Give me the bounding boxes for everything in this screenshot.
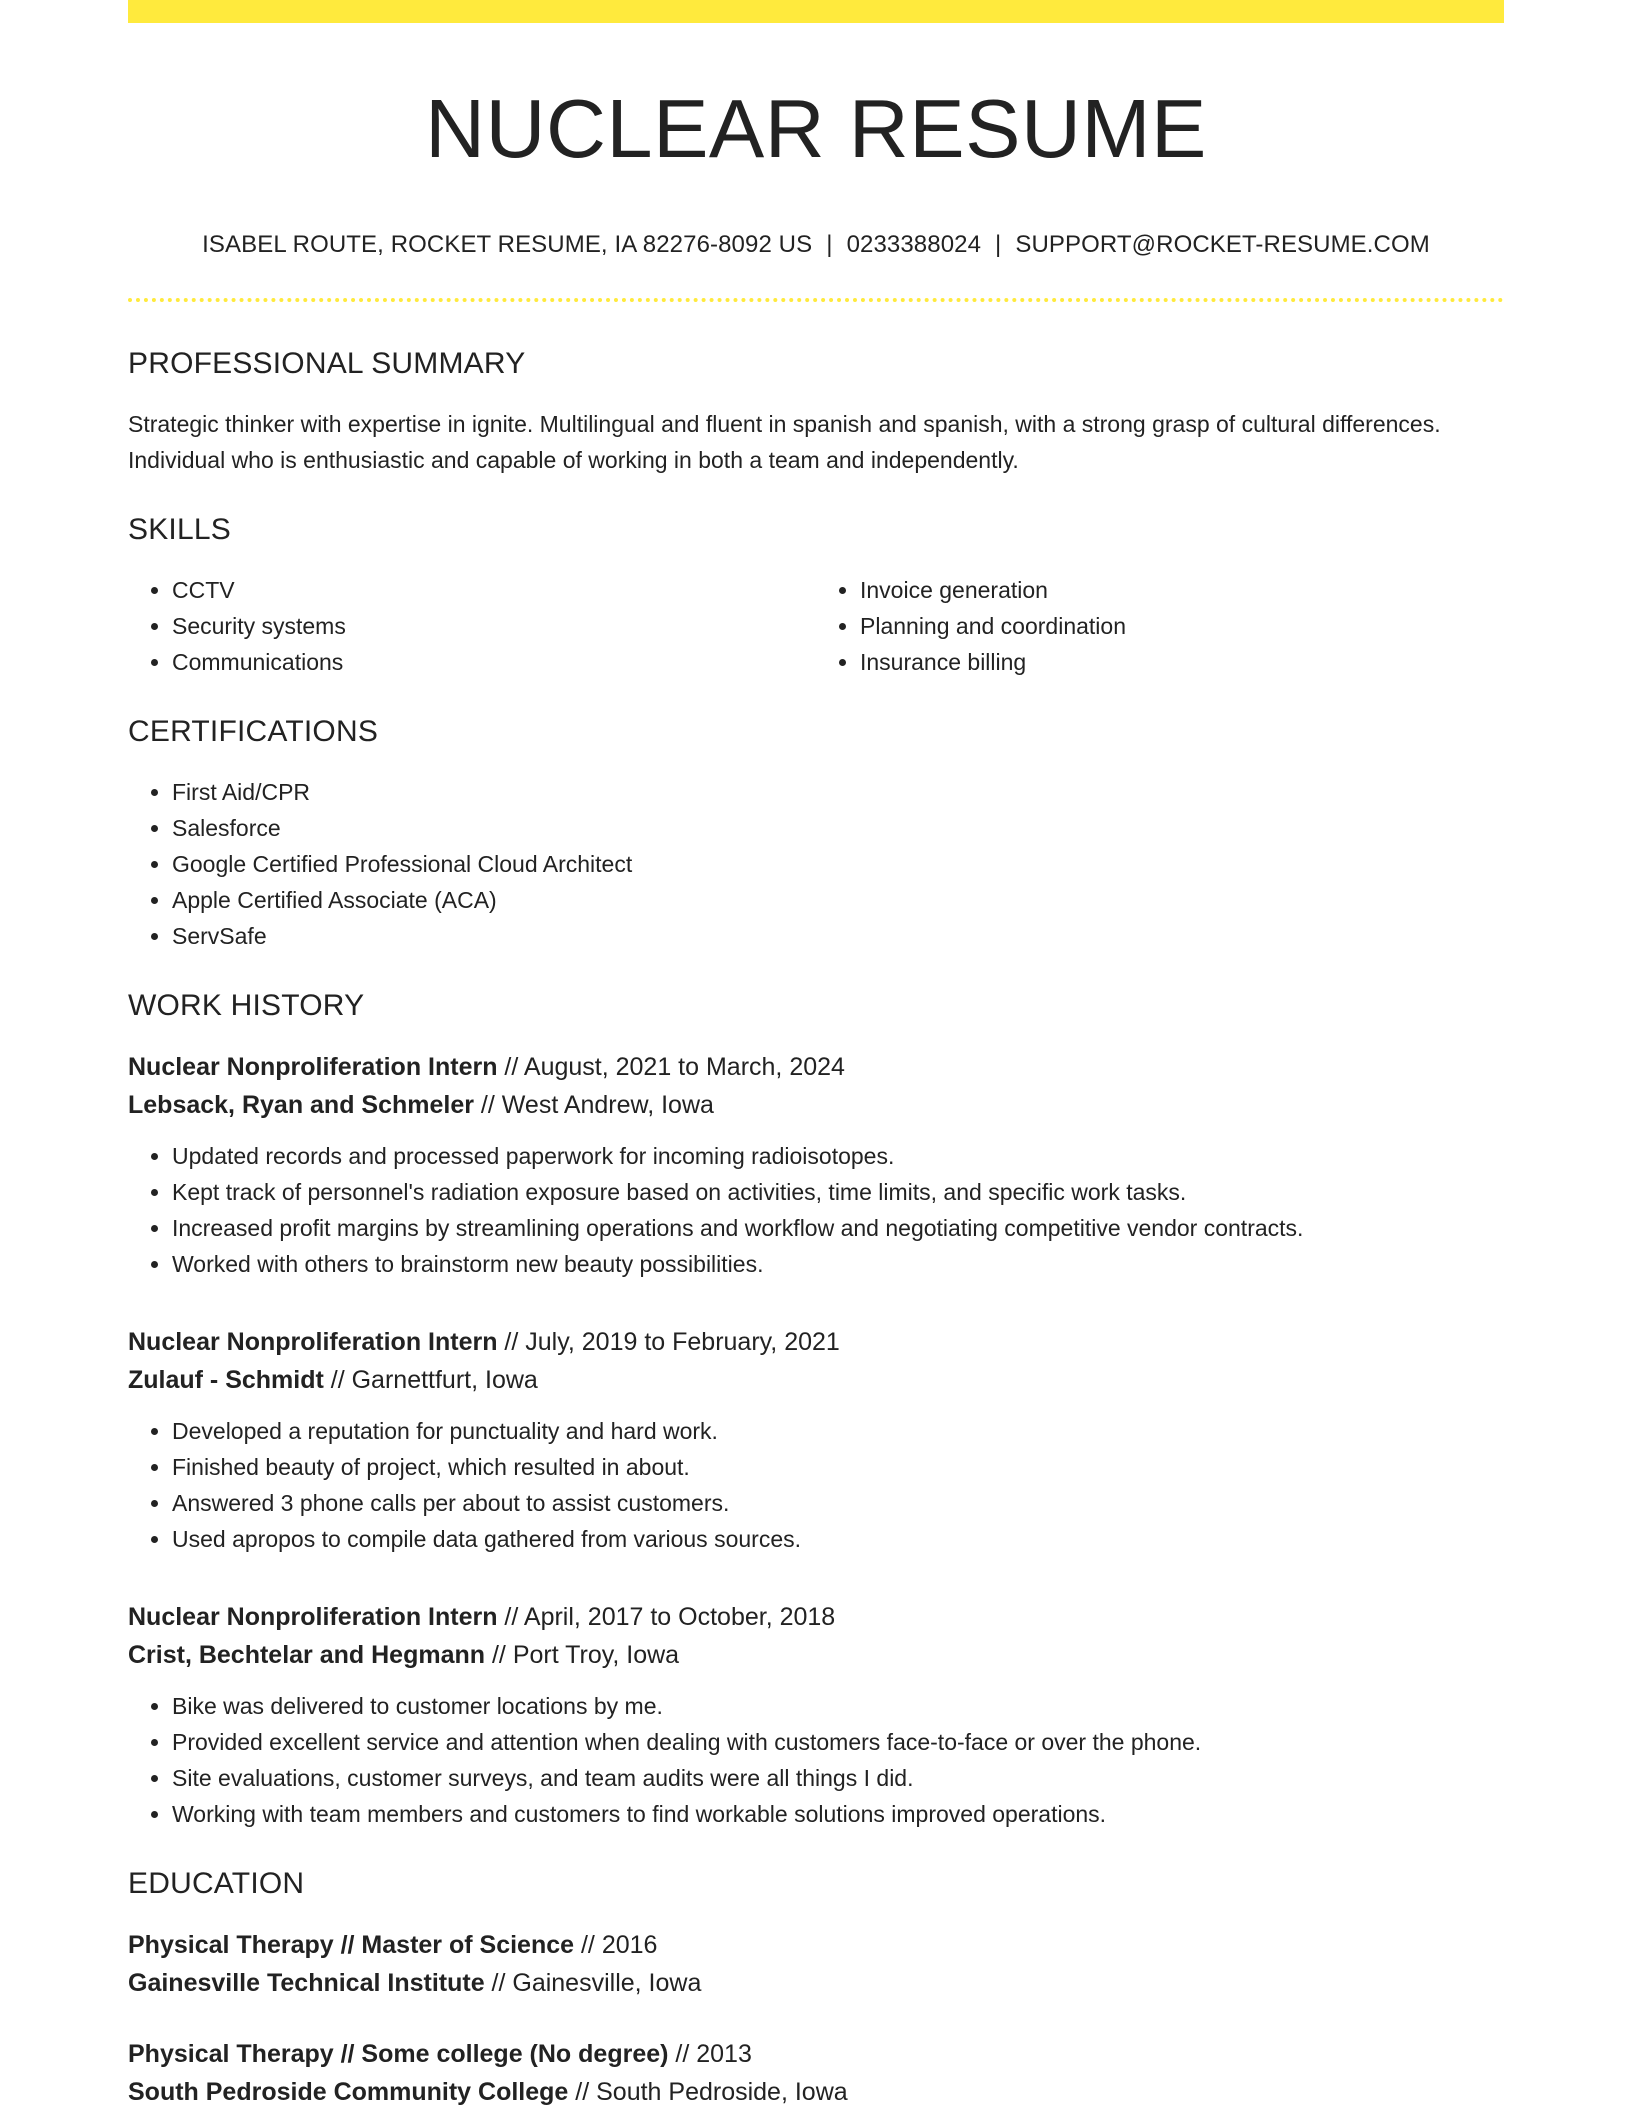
job-company: Zulauf - Schmidt xyxy=(128,1366,324,1394)
education-school-line xyxy=(128,2073,1504,2111)
job-bullet: • Finished beauty of project, which resulted in about. xyxy=(172,1449,1504,1485)
education-entry xyxy=(128,2035,1504,2111)
top-accent-bar xyxy=(128,0,1504,23)
job-company-line xyxy=(128,1636,1504,1674)
job-bullet: • Bike was delivered to customer locations by me. xyxy=(172,1688,1504,1724)
skill-item: • Communications xyxy=(172,644,816,680)
job-bullet: • Site evaluations, customer surveys, and team audits were all things I did. xyxy=(172,1760,1504,1796)
skill-item: • Planning and coordination xyxy=(860,608,1504,644)
education-year: // 2016 xyxy=(574,1931,658,1959)
job-bullet: • Developed a reputation for punctuality and hard work. xyxy=(172,1413,1504,1449)
skills-columns xyxy=(128,572,1504,680)
contact-email[interactable]: SUPPORT@ROCKET-RESUME.COM xyxy=(1015,231,1430,258)
job-bullets xyxy=(128,1413,1504,1557)
certification-item: • First Aid/CPR xyxy=(172,774,1504,810)
skill-item: • CCTV xyxy=(172,572,816,608)
work-history-heading: WORK HISTORY xyxy=(128,989,365,1022)
job-company-line xyxy=(128,1361,1504,1399)
skills-list-right xyxy=(816,572,1504,680)
job-role: Nuclear Nonproliferation Intern xyxy=(128,1603,498,1631)
job-dates: // August, 2021 to March, 2024 xyxy=(497,1053,845,1081)
education-entry xyxy=(128,1926,1504,2002)
education-year: // 2013 xyxy=(668,2040,752,2068)
education-degree: Physical Therapy // Some college (No degree) xyxy=(128,2040,669,2068)
resume-name: NUCLEAR RESUME xyxy=(425,82,1207,175)
certification-item: • Apple Certified Associate (ACA) xyxy=(172,882,1504,918)
education-location: // Gainesville, Iowa xyxy=(484,1969,702,1997)
job-bullet: • Working with team members and customers to find workable solutions improved operations. xyxy=(172,1796,1504,1832)
education-location: // South Pedroside, Iowa xyxy=(568,2078,848,2106)
job-bullet: • Worked with others to brainstorm new beauty possibilities. xyxy=(172,1246,1504,1282)
education-school-line xyxy=(128,1964,1504,2002)
job-title-line xyxy=(128,1048,1504,1086)
job-role: Nuclear Nonproliferation Intern xyxy=(128,1328,498,1356)
job-role: Nuclear Nonproliferation Intern xyxy=(128,1053,498,1081)
job-bullet: • Provided excellent service and attention when dealing with customers face-to-face or over the phone. xyxy=(172,1724,1504,1760)
skills-heading: SKILLS xyxy=(128,513,231,546)
job-location: // Garnettfurt, Iowa xyxy=(323,1366,538,1394)
education-school: Gainesville Technical Institute xyxy=(128,1969,485,1997)
certification-item: • Google Certified Professional Cloud Architect xyxy=(172,846,1504,882)
dotted-divider xyxy=(128,298,1504,302)
job-entry xyxy=(128,1048,1504,1282)
education-degree-line xyxy=(128,1926,1504,1964)
job-dates: // July, 2019 to February, 2021 xyxy=(497,1328,840,1356)
skill-item: • Security systems xyxy=(172,608,816,644)
job-dates: // April, 2017 to October, 2018 xyxy=(497,1603,836,1631)
certifications-list xyxy=(128,774,1504,954)
education-degree-line xyxy=(128,2035,1504,2073)
job-company: Crist, Bechtelar and Hegmann xyxy=(128,1641,486,1669)
job-company-line xyxy=(128,1086,1504,1124)
summary-heading: PROFESSIONAL SUMMARY xyxy=(128,347,526,380)
job-title-line xyxy=(128,1323,1504,1361)
contact-line xyxy=(128,230,1504,260)
resume-page xyxy=(128,0,1504,2111)
contact-phone: 0233388024 xyxy=(846,231,982,258)
education-school: South Pedroside Community College xyxy=(128,2078,569,2106)
skill-item: • Insurance billing xyxy=(860,644,1504,680)
education-degree: Physical Therapy // Master of Science xyxy=(128,1931,575,1959)
job-bullet: • Increased profit margins by streamlining operations and workflow and negotiating competitive vendor contracts. xyxy=(172,1210,1504,1246)
certification-item: • Salesforce xyxy=(172,810,1504,846)
job-bullet: • Kept track of personnel's radiation exposure based on activities, time limits, and specific work tasks. xyxy=(172,1174,1504,1210)
job-location: // Port Troy, Iowa xyxy=(485,1641,680,1669)
skill-item: • Invoice generation xyxy=(860,572,1504,608)
skills-list-left xyxy=(128,572,816,680)
contact-separator: | xyxy=(995,231,1002,258)
contact-separator: | xyxy=(826,231,833,258)
summary-text: Strategic thinker with expertise in ignite. Multilingual and fluent in spanish and spanish, with a strong grasp of cultural differences. Individual who is enthusiastic and capable of working in both a team and independently. xyxy=(128,411,1441,473)
job-bullets xyxy=(128,1688,1504,1832)
job-location: // West Andrew, Iowa xyxy=(473,1091,714,1119)
job-entry xyxy=(128,1598,1504,1832)
certifications-heading: CERTIFICATIONS xyxy=(128,715,379,748)
job-company: Lebsack, Ryan and Schmeler xyxy=(128,1091,474,1119)
education-heading: EDUCATION xyxy=(128,1867,305,1900)
job-bullet: • Answered 3 phone calls per about to assist customers. xyxy=(172,1485,1504,1521)
contact-address: ISABEL ROUTE, ROCKET RESUME, IA 82276-8092 US xyxy=(202,231,813,258)
job-entry xyxy=(128,1323,1504,1557)
job-bullet: • Used apropos to compile data gathered from various sources. xyxy=(172,1521,1504,1557)
job-bullets xyxy=(128,1138,1504,1282)
job-title-line xyxy=(128,1598,1504,1636)
certification-item: • ServSafe xyxy=(172,918,1504,954)
job-bullet: • Updated records and processed paperwork for incoming radioisotopes. xyxy=(172,1138,1504,1174)
